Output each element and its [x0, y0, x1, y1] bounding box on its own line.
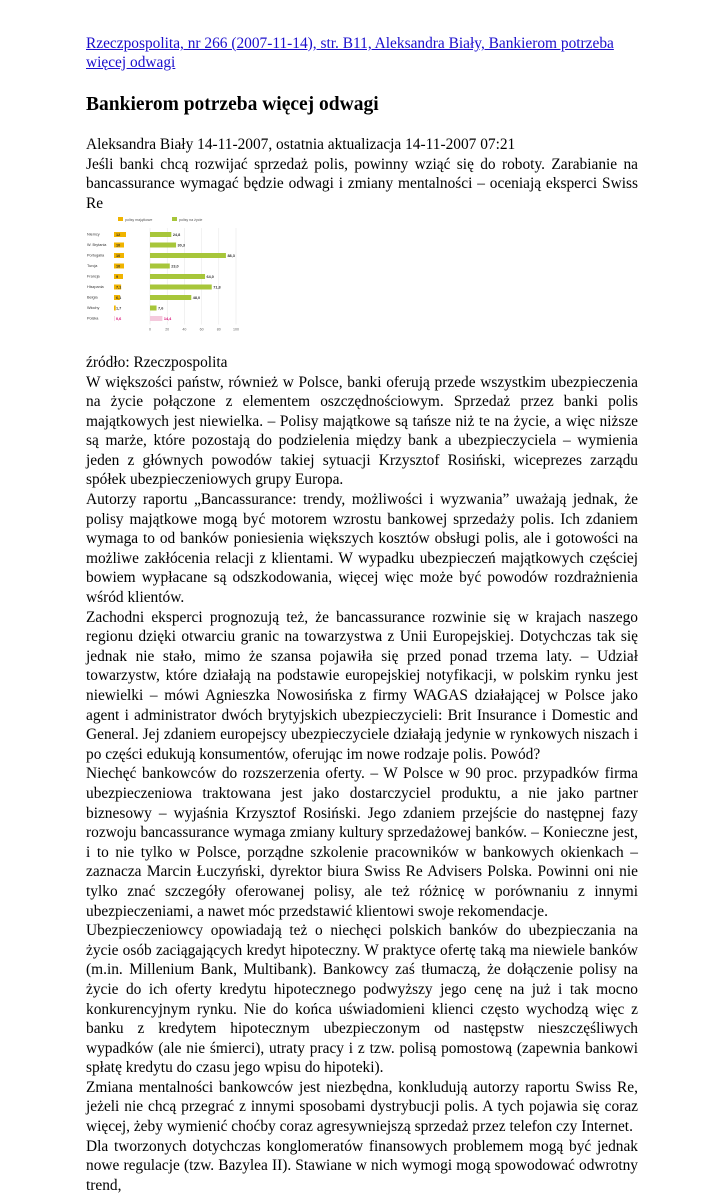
category-label: Portugalia [87, 254, 105, 258]
category-label: Włochy [87, 306, 100, 310]
legend-label-zycie: polisy na życie [179, 218, 202, 222]
x-tick-label: 20 [165, 328, 169, 332]
bar-value-label: 6,1 [116, 296, 121, 300]
x-tick-label: 0 [149, 328, 151, 332]
x-tick-label: 60 [200, 328, 204, 332]
source-link[interactable]: Rzeczpospolita, nr 266 (2007-11-14), str. B11, Aleksandra Biały, Bankierom potrzeba więcej odwagi [86, 34, 638, 72]
bar-value-label: 7,6 [158, 307, 163, 311]
x-tick-label: 40 [182, 328, 186, 332]
category-label: Francja [87, 275, 101, 279]
document-page [86, 34, 638, 1195]
bar-zycie [150, 285, 212, 290]
bar-value-label: 23,0 [171, 265, 178, 269]
bar-value-label: 1,7 [116, 307, 121, 311]
bar-value-label: 14,4 [164, 317, 172, 321]
bar-value-label: 12 [116, 233, 120, 237]
legend-swatch-zycie [172, 217, 177, 221]
category-label: Niemcy [87, 233, 100, 237]
category-label: W. Brytania [87, 243, 107, 247]
article-paragraph: Niechęć bankowców do rozszerzenia oferty. – W Polsce w 90 proc. przypadków firma ubezpieczeniowa traktowana jest jako dostarczyciel produktu, a nie jako partner biznesowy – wyjaśnia Krzysztof Rosiński. Jego zdaniem przejście do następnej fazy rozwoju bancassurance wymaga zmiany kultury sprzedażowej banków. – Konieczne jest, i to nie tylko w Polsce, porządne szkolenie pracowników w bankowych okienkach – zaznacza Marcin Łuczyński, dyrektor biura Swiss Re Advisers Polska. Powinni oni nie tylko znać szczegóły oferowanej polisy, ale też różnicę w porównaniu z innymi ubezpieczeniami, a nawet móc przedstawić klientowi swoje rekomendacje. [86, 764, 638, 921]
article-paragraph: Zachodni eksperci prognozują też, że bancassurance rozwinie się w krajach naszego regionu dzięki otwarciu granic na towarzystwa z Unii Europejskiej. Dotychczas tak się jednak nie stało, mimo że szansa pojawiła się przed ponad trzema laty. – Udział towarzystw, które działają na podstawie europejskiej notyfikacji, w polskim rynku jest niewielki – mówi Agnieszka Nowosińska z firmy WAGAS działającej w Polsce jako agent i administrator dwóch brytyjskich ubezpieczycieli: Brit Insurance i Domestic and General. Jej zdaniem europejscy ubezpieczyciele działają jedynie w rynkowych niszach i po części edukują konsumentów, oferując im nowe rodzaje polis. Powód? [86, 608, 638, 765]
bar-value-label: 88,3 [227, 254, 234, 258]
bar-zycie [150, 295, 191, 300]
bar-value-label: 48,0 [193, 296, 200, 300]
bar-value-label: 7,1 [116, 286, 121, 290]
article-byline: Aleksandra Biały 14-11-2007, ostatnia aktualizacja 14-11-2007 07:21 [86, 135, 638, 155]
article-paragraph: W większości państw, również w Polsce, banki oferują przede wszystkim ubezpieczenia na życie połączone z elementem oszczędnościowym. Sprzedaż przez banki polis majątkowych jest niewielka. – Polisy majątkowe są tańsze niż te na życie, a więc niższe są marże, które pozostają do podzielenia między bank a ubezpieczyciela – wymienia jeden z głównych powodów takiej sytuacji Krzysztof Rosiński, wiceprezes zarządu spółek ubezpieczeniowych grupy Europa. [86, 373, 638, 491]
bar-zycie [150, 232, 171, 237]
legend-swatch-majatkowe [118, 217, 123, 221]
bar-majatkowe [114, 316, 115, 321]
category-label: Hiszpania [87, 285, 105, 289]
bar-value-label: 9 [116, 275, 118, 279]
bar-zycie [150, 274, 205, 279]
bar-zycie [150, 264, 170, 269]
bar-zycie [150, 316, 162, 321]
legend-label-majatkowe: polisy majątkowe [125, 218, 152, 222]
bar-value-label: 30,3 [178, 244, 185, 248]
image-caption: źródło: Rzeczpospolita [86, 353, 638, 373]
category-label: Polska [87, 317, 99, 321]
bar-value-label: 24,8 [173, 233, 180, 237]
x-tick-label: 100 [233, 328, 239, 332]
bar-value-label: 71,8 [213, 286, 220, 290]
bar-value-label: 0,6 [116, 317, 121, 321]
article-paragraph: Zmiana mentalności bankowców jest niezbędna, konkludują autorzy raportu Swiss Re, jeżeli nie chcą przegrać z innymi sposobami dystrybucji polis. A tych pojawia się coraz więcej, żeby wymienić choćby coraz agresywniejszą sprzedaż przez telefon czy Internet. [86, 1078, 638, 1137]
article-title: Bankierom potrzeba więcej odwagi [86, 93, 638, 117]
bar-zycie [150, 243, 176, 248]
article-paragraph: Dla tworzonych dotychczas konglomeratów finansowych problemem mogą być jednak nowe regulacje (tzw. Bazylea II). Stawiane w nich wymogi mogą spowodować odwrotny trend, [86, 1137, 638, 1195]
bar-zycie [150, 253, 226, 258]
category-label: Belgia [87, 296, 98, 300]
bar-zycie [150, 306, 157, 311]
x-tick-label: 80 [217, 328, 221, 332]
bar-chart [86, 215, 242, 353]
bar-value-label: 10 [116, 254, 120, 258]
article-body [86, 373, 638, 1195]
bar-value-label: 10 [116, 244, 120, 248]
bar-value-label: 64,0 [207, 275, 214, 279]
article-lead: Jeśli banki chcą rozwijać sprzedaż polis, powinny wziąć się do roboty. Zarabianie na bancassurance wymagać będzie odwagi i zmiany mentalności – oceniają eksperci Swiss Re [86, 155, 638, 214]
article-paragraph: Autorzy raportu „Bancassurance: trendy, możliwości i wyzwania” uważają jednak, że polisy majątkowe mogą być motorem wzrostu bankowej sprzedaży polis. Ich zdaniem wymaga to od banków poniesienia większych kosztów obsługi polis, ale i gotowości na możliwe zakłócenia relacji z klientami. W wypadku ubezpieczeń majątkowych częściej bowiem wypłacane są odszkodowania, więcej więc może być powodów rozdrażnienia wśród klientów. [86, 490, 638, 608]
category-label: Turcja [87, 264, 98, 268]
bar-chart-svg [86, 215, 242, 353]
bar-value-label: 10 [116, 265, 120, 269]
article-paragraph: Ubezpieczeniowcy opowiadają też o niechęci polskich banków do ubezpieczania na życie osób zaciągających kredyt hipoteczny. W praktyce ofertę taką ma niewiele banków (m.in. Millenium Bank, Multibank). Bankowcy zaś tłumaczą, że dołączenie polisy na życie do ich oferty kredytu hipotecznego podwyższy jego cenę na już i tak mocno konkurencyjnym rynku. Nie do końca uświadomieni klienci często wychodzą więc z banku z kredytem hipotecznym ubezpieczonym od następstw nieszczęśliwych wypadków (ale nie śmierci), utraty pracy i z tzw. polisą pomostową (zapewnia bankowi spłatę kredytu do czasu jego wpisu do hipoteki). [86, 921, 638, 1078]
